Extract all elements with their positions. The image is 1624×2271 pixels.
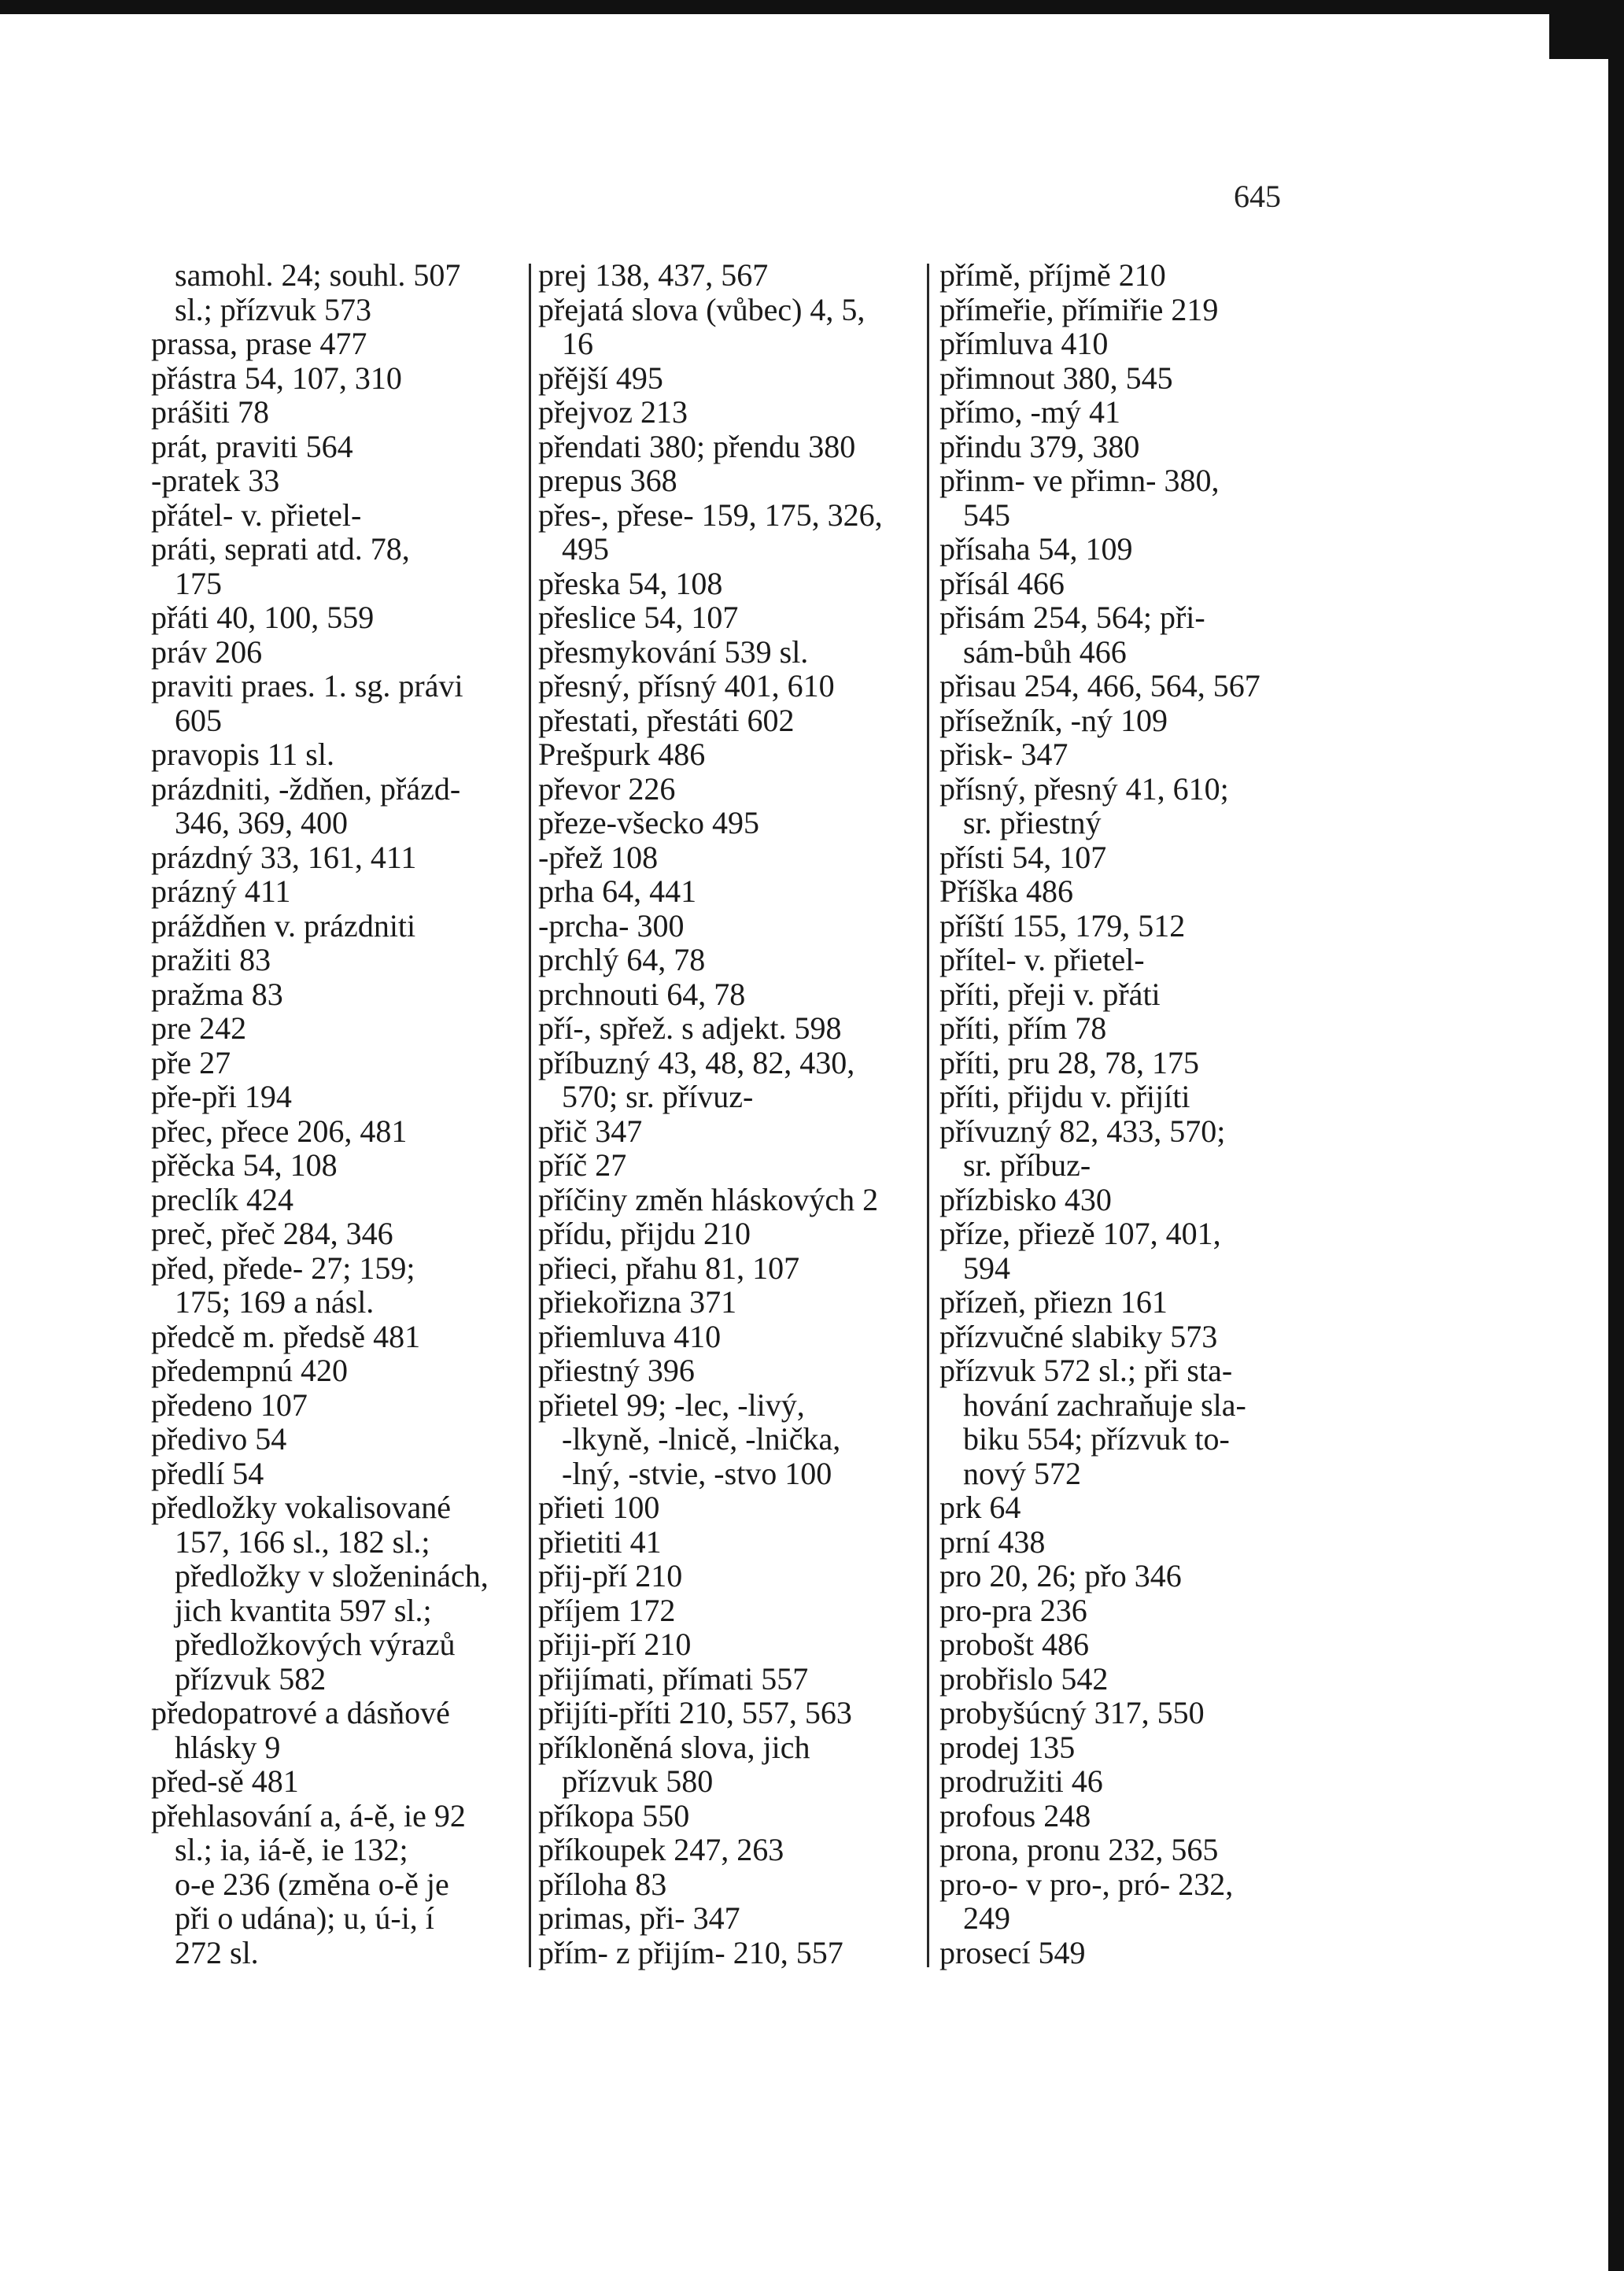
index-entry: práždňen v. prázdniti xyxy=(151,907,416,943)
index-entry: příkopa 550 xyxy=(538,1797,690,1833)
index-entry: předopatrové a dásňové xyxy=(151,1695,450,1730)
index-entry: prchlý 64, 78 xyxy=(538,942,706,977)
index-entry: hlásky 9 xyxy=(175,1729,281,1765)
index-entry: přiestný 396 xyxy=(538,1353,695,1388)
index-entry: předempnú 420 xyxy=(151,1353,348,1388)
index-entry: přij-pří 210 xyxy=(538,1558,683,1593)
index-entry: přeslice 54, 107 xyxy=(538,600,739,635)
index-entry: přehlasování a, á-ě, ie 92 xyxy=(151,1797,466,1833)
index-entry: předložkových výrazů xyxy=(175,1627,456,1662)
index-entry: před-sě 481 xyxy=(151,1763,299,1799)
index-entry: předcě m. předsě 481 xyxy=(151,1318,421,1354)
index-entry: před, přede- 27; 159; xyxy=(151,1250,415,1286)
index-entry: příkoupek 247, 263 xyxy=(538,1832,784,1867)
column-rule-2 xyxy=(927,264,929,1967)
index-entry: prassa, prase 477 xyxy=(151,326,367,361)
index-entry: přič 347 xyxy=(538,1113,643,1149)
index-entry: -lkyně, -lnicě, -lnička, xyxy=(562,1421,841,1457)
index-entry: praviti praes. 1. sg. právi xyxy=(151,668,463,703)
index-entry: příjem 172 xyxy=(538,1592,676,1628)
index-entry: příloha 83 xyxy=(538,1866,667,1902)
index-entry: příti, pru 28, 78, 175 xyxy=(939,1044,1199,1080)
index-entry: 249 xyxy=(963,1900,1010,1936)
index-entry: přesmykování 539 sl. xyxy=(538,633,809,670)
index-entry: probošt 486 xyxy=(939,1627,1089,1662)
index-entry: preč, přeč 284, 346 xyxy=(151,1216,393,1251)
index-entry: prchnouti 64, 78 xyxy=(538,976,746,1012)
index-entry: prní 438 xyxy=(939,1523,1046,1560)
index-column-3 xyxy=(939,258,1317,1970)
index-entry: přítel- v. přietel- xyxy=(939,942,1145,977)
index-entry: přimnout 380, 545 xyxy=(939,360,1173,396)
index-entry: přiji-pří 210 xyxy=(538,1627,692,1662)
index-entry: -lný, -stvie, -stvo 100 xyxy=(562,1455,832,1491)
index-entry: 495 xyxy=(562,531,609,567)
index-entry: sl.; přízvuk 573 xyxy=(175,291,371,327)
index-entry: přízvuk 582 xyxy=(175,1660,327,1697)
index-entry: přímeřie, přímiřie 219 xyxy=(939,291,1219,327)
index-entry: přisk- 347 xyxy=(939,737,1069,772)
page-number: 645 xyxy=(1234,179,1281,214)
index-entry: příčiny změn hláskových 2 xyxy=(538,1181,879,1217)
index-entry: příští 155, 179, 512 xyxy=(939,907,1186,943)
index-entry: -přež 108 xyxy=(538,839,659,875)
index-entry: přísný, přesný 41, 610; xyxy=(939,770,1229,807)
index-entry: přesný, přísný 401, 610 xyxy=(538,668,835,703)
index-entry: 157, 166 sl., 182 sl.; xyxy=(175,1523,430,1560)
index-entry: pří-, spřež. s adjekt. 598 xyxy=(538,1010,842,1046)
index-column-2 xyxy=(538,258,922,1970)
index-entry: přinm- ve přimn- 380, xyxy=(939,463,1220,498)
index-entry: přisau 254, 466, 564, 567 xyxy=(939,668,1260,703)
index-entry: přeze-všecko 495 xyxy=(538,805,759,840)
index-entry: nový 572 xyxy=(963,1455,1081,1491)
index-entry: přietel 99; -lec, -livý, xyxy=(538,1387,805,1423)
index-entry: 346, 369, 400 xyxy=(175,805,348,840)
index-entry: sr. příbuz- xyxy=(963,1147,1091,1183)
index-entry: přěcka 54, 108 xyxy=(151,1147,338,1183)
index-entry: přec, přece 206, 481 xyxy=(151,1113,408,1149)
index-entry: přízeň, přiezn 161 xyxy=(939,1284,1168,1320)
index-entry: přísál 466 xyxy=(939,565,1065,601)
index-entry: Prešpurk 486 xyxy=(538,737,706,772)
index-entry: přijímati, přímati 557 xyxy=(538,1660,809,1697)
index-entry: přieci, přahu 81, 107 xyxy=(538,1250,800,1286)
index-entry: pražma 83 xyxy=(151,976,283,1012)
index-entry: prepus 368 xyxy=(538,463,677,498)
index-entry: přisám 254, 564; při- xyxy=(939,600,1205,635)
index-entry: přídu, přijdu 210 xyxy=(538,1216,751,1251)
index-entry: pro-o- v pro-, pró- 232, xyxy=(939,1866,1234,1902)
index-entry: Příška 486 xyxy=(939,873,1073,909)
index-entry: přímě, příjmě 210 xyxy=(939,257,1166,293)
index-entry: o-e 236 (změna o-ě je xyxy=(175,1866,449,1902)
index-entry: předivo 54 xyxy=(151,1421,287,1457)
index-entry: pro-pra 236 xyxy=(939,1592,1087,1628)
index-entry: přízvučné slabiky 573 xyxy=(939,1318,1218,1354)
index-entry: prázdný 33, 161, 411 xyxy=(151,839,417,875)
index-entry: předložky v složeninách, xyxy=(175,1558,489,1593)
index-entry: přieti 100 xyxy=(538,1490,660,1525)
index-entry: příti, přeji v. přáti xyxy=(939,976,1161,1012)
index-entry: pře 27 xyxy=(151,1044,231,1080)
index-entry: preclík 424 xyxy=(151,1181,294,1217)
index-entry: sr. přiestný xyxy=(963,805,1102,840)
index-entry: 570; sr. přívuz- xyxy=(562,1079,754,1114)
index-entry: přímluva 410 xyxy=(939,326,1109,361)
index-entry: profous 248 xyxy=(939,1797,1091,1833)
index-entry: předlí 54 xyxy=(151,1455,264,1491)
index-entry: prosecí 549 xyxy=(939,1934,1086,1970)
index-entry: prázdniti, -ždňen, přázd- xyxy=(151,770,461,807)
index-entry: přestati, přestáti 602 xyxy=(538,702,795,738)
index-entry: 272 sl. xyxy=(175,1934,259,1970)
index-entry: přendati 380; přendu 380 xyxy=(538,428,856,464)
index-entry: příkloněná slova, jich xyxy=(538,1729,810,1765)
index-entry: přím- z přijím- 210, 557 xyxy=(538,1934,843,1970)
index-entry: přes-, přese- 159, 175, 326, xyxy=(538,497,883,533)
index-entry: přeska 54, 108 xyxy=(538,565,723,601)
index-entry: hování zachraňuje sla- xyxy=(963,1387,1246,1423)
index-entry: prk 64 xyxy=(939,1490,1021,1525)
index-entry: příbuzný 43, 48, 82, 430, xyxy=(538,1044,855,1080)
index-entry: předložky vokalisované xyxy=(151,1490,451,1525)
index-entry: primas, při- 347 xyxy=(538,1900,740,1936)
index-entry: převor 226 xyxy=(538,770,676,807)
scan-border-top xyxy=(0,0,1624,14)
index-entry: prona, pronu 232, 565 xyxy=(939,1832,1219,1867)
index-entry: příti, přím 78 xyxy=(939,1010,1107,1046)
index-entry: pravopis 11 sl. xyxy=(151,737,334,772)
index-entry: sl.; ia, iá-ě, ie 132; xyxy=(175,1832,408,1867)
index-entry: přejvoz 213 xyxy=(538,394,688,430)
index-entry: samohl. 24; souhl. 507 xyxy=(175,257,461,293)
index-entry: pro 20, 26; přo 346 xyxy=(939,1558,1182,1593)
index-entry: 175 xyxy=(175,565,222,601)
index-entry: přáti 40, 100, 559 xyxy=(151,600,375,635)
column-rule-1 xyxy=(529,264,531,1967)
index-entry: přijíti-příti 210, 557, 563 xyxy=(538,1695,852,1730)
index-entry: 175; 169 a násl. xyxy=(175,1284,375,1320)
index-entry: přější 495 xyxy=(538,360,663,396)
index-entry: probyšúcný 317, 550 xyxy=(939,1695,1205,1730)
index-entry: přízvuk 572 sl.; při sta- xyxy=(939,1353,1233,1388)
index-entry: 16 xyxy=(562,326,593,361)
index-entry: příč 27 xyxy=(538,1147,627,1183)
index-column-1 xyxy=(151,258,521,1970)
index-entry: -pratek 33 xyxy=(151,463,280,498)
index-entry: pre 242 xyxy=(151,1010,247,1046)
index-entry: přísaha 54, 109 xyxy=(939,531,1133,567)
index-entry: prodružiti 46 xyxy=(939,1763,1103,1799)
index-entry: prát, praviti 564 xyxy=(151,428,353,464)
index-entry: při o udána); u, ú-i, í xyxy=(175,1900,434,1936)
index-entry: přejatá slova (vůbec) 4, 5, xyxy=(538,291,866,327)
index-entry: přímo, -mý 41 xyxy=(939,394,1120,430)
index-entry: přiekořizna 371 xyxy=(538,1284,737,1320)
index-entry: předeno 107 xyxy=(151,1387,308,1423)
index-entry: přísti 54, 107 xyxy=(939,839,1107,875)
index-entry: práti, seprati atd. 78, xyxy=(151,531,410,567)
index-entry: 594 xyxy=(963,1250,1010,1286)
index-entry: přástra 54, 107, 310 xyxy=(151,360,402,396)
scan-corner xyxy=(1549,0,1624,59)
scan-border-right xyxy=(1608,0,1624,2271)
index-entry: přietiti 41 xyxy=(538,1523,662,1560)
index-entry: přátel- v. přietel- xyxy=(151,497,362,533)
index-entry: 545 xyxy=(963,497,1010,533)
index-entry: probřislo 542 xyxy=(939,1660,1109,1697)
index-entry: pražiti 83 xyxy=(151,942,271,977)
index-entry: prázný 411 xyxy=(151,873,291,909)
index-entry: jich kvantita 597 sl.; xyxy=(175,1592,432,1628)
index-entry: příze, přiezě 107, 401, xyxy=(939,1216,1221,1251)
index-entry: přízvuk 580 xyxy=(562,1763,714,1799)
index-entry: 605 xyxy=(175,702,222,738)
index-entry: prodej 135 xyxy=(939,1729,1076,1765)
index-entry: prášiti 78 xyxy=(151,394,269,430)
index-entry: přindu 379, 380 xyxy=(939,428,1140,464)
index-entry: biku 554; přízvuk to- xyxy=(963,1421,1230,1457)
index-entry: práv 206 xyxy=(151,633,263,670)
index-entry: přísežník, -ný 109 xyxy=(939,702,1168,738)
index-entry: pře-při 194 xyxy=(151,1079,292,1114)
index-entry: prej 138, 437, 567 xyxy=(538,257,769,293)
index-entry: sám-bůh 466 xyxy=(963,633,1127,670)
index-entry: prha 64, 441 xyxy=(538,873,697,909)
index-entry: přiemluva 410 xyxy=(538,1318,722,1354)
index-entry: přízbisko 430 xyxy=(939,1181,1112,1217)
index-entry: -prcha- 300 xyxy=(538,907,685,943)
index-entry: přívuzný 82, 433, 570; xyxy=(939,1113,1226,1149)
index-entry: příti, přijdu v. přijíti xyxy=(939,1079,1190,1114)
